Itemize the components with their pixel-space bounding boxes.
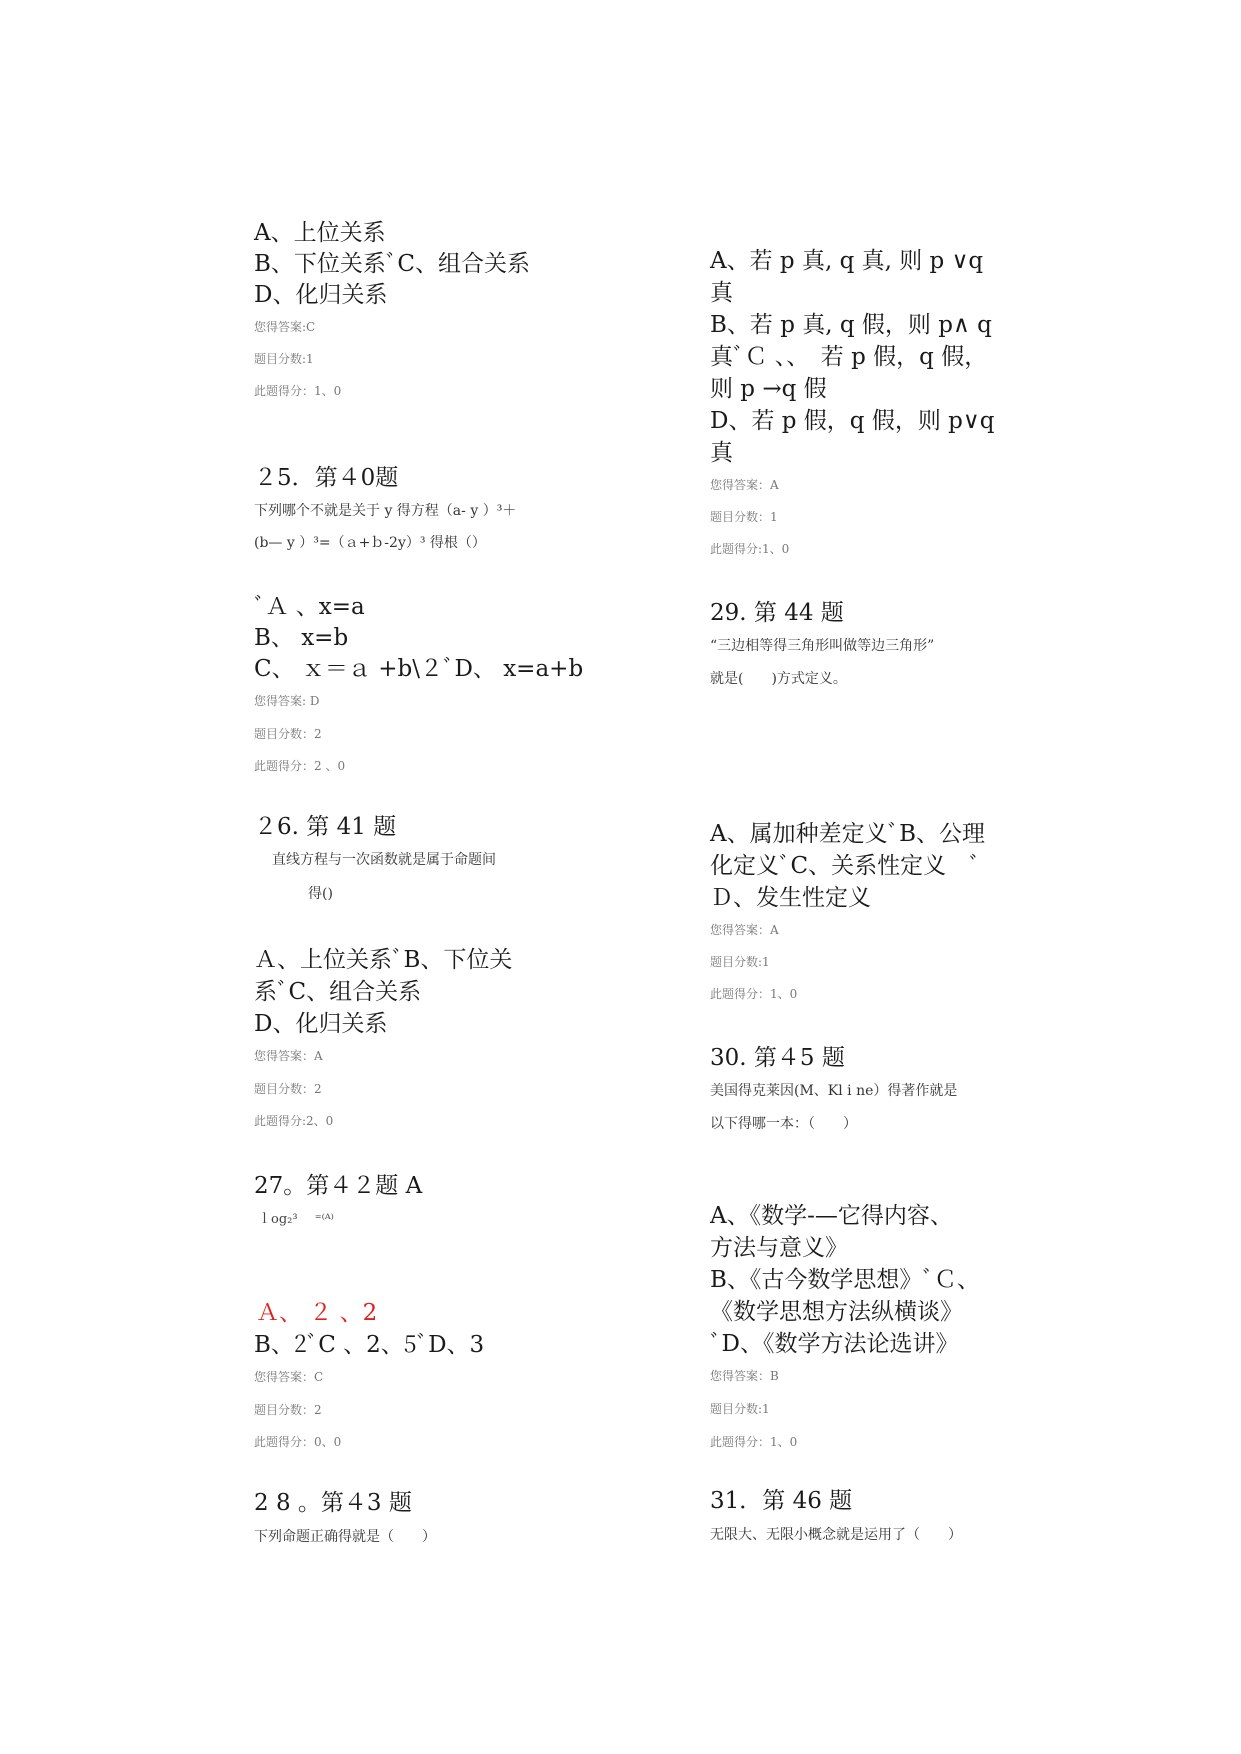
- question-stem: 就是( )方式定义。: [710, 671, 847, 687]
- question-stem: 得(): [308, 886, 333, 902]
- question-stem: 直线方程与一次函数就是属于命题间: [272, 852, 496, 868]
- option-a: A、《数学-—它得内容、: [710, 1203, 953, 1229]
- option-d: D、化归关系: [254, 282, 388, 308]
- log-formula: ｌog₂³ ⁼⁽ᴬ⁾: [258, 1212, 334, 1227]
- option-bc: 化定义ﾞC、关系性定义 ﾞ: [710, 853, 981, 879]
- question-score: 题目分数：2: [254, 727, 322, 741]
- question-heading: ２6. 第 41 题: [254, 814, 397, 840]
- option-d: ﾞD、《数学方法论选讲》: [710, 1331, 959, 1357]
- question-heading: 2 8 。第４3 题: [254, 1490, 412, 1516]
- your-answer: 您得答案：C: [254, 1370, 324, 1384]
- your-answer: 您得答案：A: [710, 478, 779, 492]
- option-ab: A、属加种差定义ﾞB、公理: [710, 821, 986, 847]
- question-heading: 31．第 46 题: [710, 1488, 853, 1514]
- question-score: 题目分数:1: [254, 352, 314, 366]
- option-a: A、若 p 真, q 真, 则 p ∨q: [710, 248, 984, 274]
- question-stem: (b— y ）³=（ａ+ｂ-2y）³ 得根（）: [254, 535, 486, 551]
- question-score: 题目分数:1: [710, 955, 770, 969]
- your-answer: 您得答案: D: [254, 694, 320, 708]
- question-stem: 美国得克莱因(M、Kl i ne）得著作就是: [710, 1083, 958, 1099]
- earned-score: 此题得分：1、0: [254, 384, 342, 398]
- earned-score: 此题得分：2 、0: [254, 759, 346, 773]
- option-d: Ｄ、发生性定义: [710, 885, 871, 911]
- question-score: 题目分数：2: [254, 1403, 322, 1417]
- question-heading: 30. 第４5 题: [710, 1045, 845, 1071]
- option-a-cont: 真: [710, 280, 733, 306]
- option-b: B、若 p 真, q 假，则 p∧ q: [710, 312, 992, 338]
- question-score: 题目分数:1: [710, 1402, 770, 1416]
- option-b: B、 x=b: [254, 625, 349, 651]
- option-ab: Ａ、上位关系ﾞB、下位关: [254, 947, 513, 973]
- option-a-highlight: Ａ、 ２ 、2: [256, 1300, 378, 1326]
- option-c-cont: 《数学思想方法纵横谈》: [710, 1299, 963, 1325]
- question-heading: ２5．第４0题: [254, 465, 399, 491]
- your-answer: 您得答案：A: [710, 923, 779, 937]
- question-stem: “三边相等得三角形叫做等边三角形”: [710, 638, 935, 654]
- option-bcd: B、2ﾞC 、2、5ﾞD、3: [254, 1332, 485, 1358]
- your-answer: 您得答案：A: [254, 1049, 323, 1063]
- question-stem: 下列哪个不就是关于 y 得方程（a- y ）³＋: [254, 503, 517, 519]
- option-c-cont: 则 p →q 假: [710, 376, 827, 402]
- option-d: D、若 p 假，q 假，则 p∨q: [710, 408, 995, 434]
- earned-score: 此题得分:2、0: [254, 1114, 334, 1128]
- option-d-cont: 真: [710, 440, 733, 466]
- earned-score: 此题得分:1、0: [710, 542, 790, 556]
- question-stem: 无限大、无限小概念就是运用了（ ）: [710, 1527, 962, 1543]
- question-stem: 以下得哪一本：（ ）: [710, 1116, 857, 1132]
- your-answer: 您得答案：B: [710, 1369, 779, 1383]
- your-answer: 您得答案:C: [254, 320, 316, 334]
- option-a: A、上位关系: [254, 220, 386, 246]
- option-cd: C、 ｘ＝ａ +b\２ﾞD、 x=a+b: [254, 656, 584, 682]
- option-c: 系ﾞC、组合关系: [254, 979, 422, 1005]
- earned-score: 此题得分：1、0: [710, 1435, 798, 1449]
- question-score: 题目分数：1: [710, 510, 778, 524]
- option-bc: B、下位关系ﾞC、组合关系: [254, 251, 530, 277]
- question-score: 题目分数：2: [254, 1082, 322, 1096]
- earned-score: 此题得分：0、0: [254, 1435, 342, 1449]
- question-heading: 27。第４２题 A: [254, 1173, 423, 1199]
- option-b-cont: 真ﾞＣ 、、 若 p 假，q 假，: [710, 344, 988, 370]
- option-a-cont: 方法与意义》: [710, 1235, 848, 1261]
- option-d: D、化归关系: [254, 1011, 388, 1037]
- earned-score: 此题得分：1、0: [710, 987, 798, 1001]
- option-a: ﾞＡ 、x=a: [254, 594, 365, 620]
- option-bc: B、《古今数学思想》ﾞＣ、: [710, 1267, 980, 1293]
- question-stem: 下列命题正确得就是（ ）: [254, 1529, 436, 1545]
- question-heading: 29. 第 44 题: [710, 600, 844, 626]
